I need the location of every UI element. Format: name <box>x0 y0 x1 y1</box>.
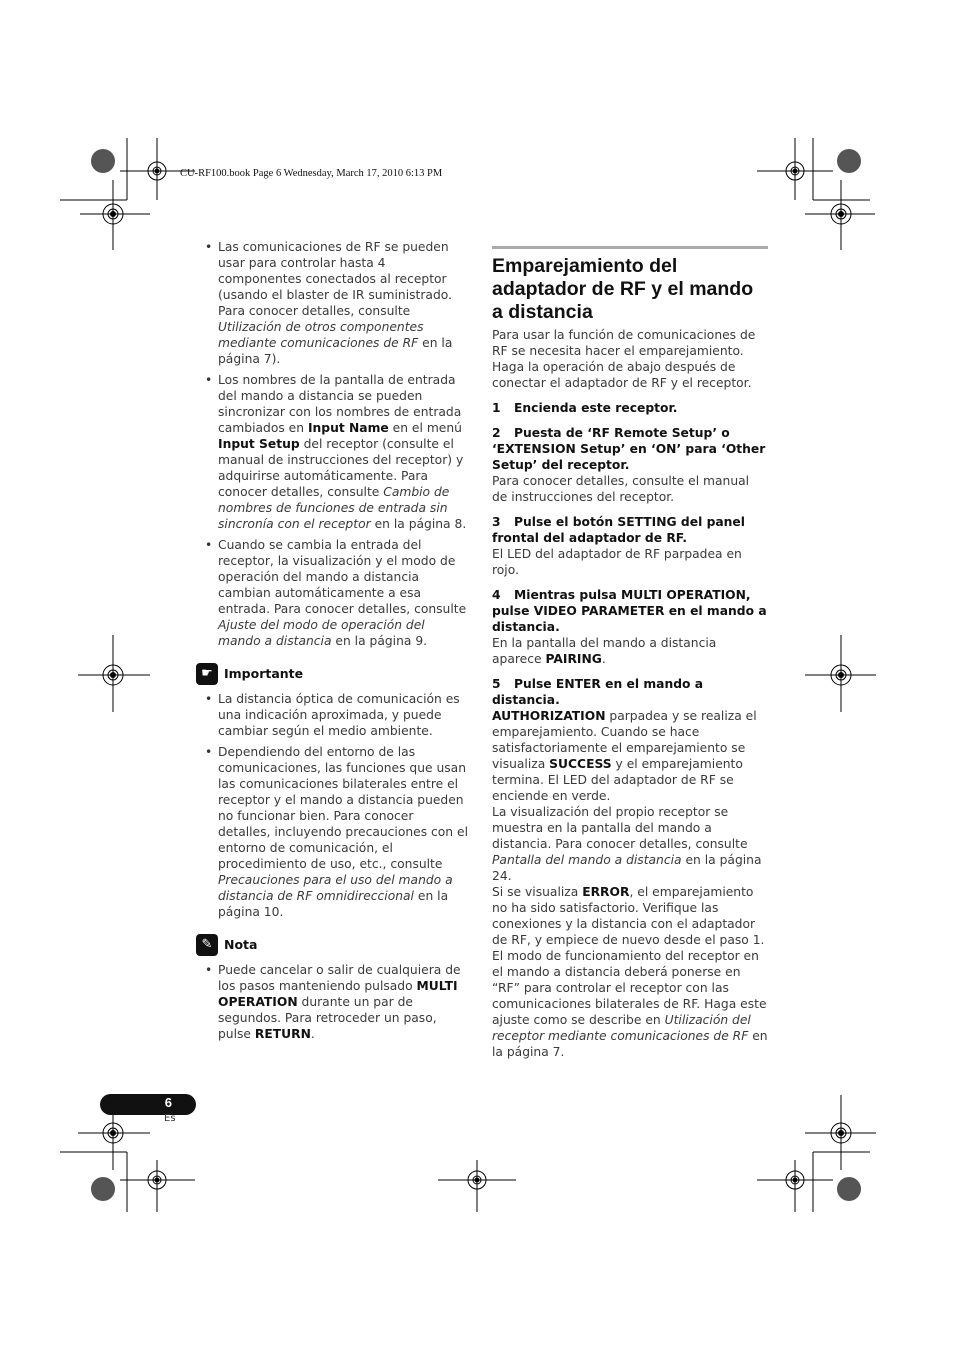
importante-list <box>205 691 469 920</box>
step-title: Pulse el botón SETTING del panel frontal del adaptador de RF. <box>492 515 745 545</box>
left-column <box>201 239 469 1047</box>
list-item <box>205 962 469 1042</box>
list-item <box>205 372 469 532</box>
reference-text: Cambio de nombres de funciones de entrada sin sincronía con el receptor <box>218 485 450 531</box>
step-title: Mientras pulsa MULTI OPERATION, pulse VIDEO PARAMETER en el mando a distancia. <box>492 588 767 634</box>
step-heading <box>492 425 768 473</box>
highlight-text: SUCCESS <box>549 757 612 771</box>
text-run: . <box>601 652 606 666</box>
highlight-text: Input Name <box>307 421 389 435</box>
steps-list <box>492 400 768 1060</box>
step-paragraph <box>492 948 768 1060</box>
list-item <box>205 744 469 920</box>
text-run: en el menú <box>388 421 462 435</box>
text-run: Los nombres de la pantalla de entrada del mando a distancia se pueden sincronizar con los nombres de entrada cambiados en <box>218 373 462 435</box>
text-run: Si se visualiza <box>492 885 583 899</box>
text-run: Para conocer detalles, consulte el manual de instrucciones del receptor. <box>492 474 750 504</box>
text-run: Las comunicaciones de RF se pueden usar para controlar hasta 4 componentes conectados al receptor (usando el blaster de IR suministrado. Para conocer detalles, consulte <box>218 240 452 318</box>
text-run: en la página 7). <box>218 336 453 366</box>
text-run: La visualización del propio receptor se muestra en la pantalla del mando a distancia. Para conocer detalles, consulte <box>492 805 748 851</box>
reference-text: Ajuste del modo de operación del mando a distancia <box>218 618 425 648</box>
step-paragraph <box>492 884 768 948</box>
language-code: Es <box>164 1113 176 1124</box>
text-run: en la página 10. <box>218 889 449 919</box>
step-heading <box>492 587 768 635</box>
text-run: El modo de funcionamiento del receptor en el mando a distancia deberá ponerse en “RF” para controlar el receptor con las comunicaciones bilaterales de RF. Haga este ajuste como se describe en <box>492 949 767 1027</box>
step-paragraph <box>492 635 768 667</box>
list-item <box>205 537 469 649</box>
reference-text: Pantalla del mando a distancia <box>492 853 682 867</box>
text-run: durante un par de segundos. Para retroceder un paso, pulse <box>218 995 437 1041</box>
list-item <box>205 239 469 367</box>
text-run: en la página 8. <box>370 517 467 531</box>
highlight-text: Input Setup <box>218 437 300 451</box>
text-run: en la página 24. <box>492 853 762 883</box>
text-run: , el emparejamiento no ha sido satisfactorio. Verifique las conexiones y la distancia con el adaptador de RF, y empiece de nuevo desde el paso 1. <box>492 885 765 947</box>
text-run: Puede cancelar o salir de cualquiera de los pasos manteniendo pulsado <box>218 963 461 993</box>
highlight-text: MULTI OPERATION <box>218 979 458 1009</box>
text-run: Dependiendo del entorno de las comunicaciones, las funciones que usan las comunicaciones bilaterales entre el receptor y el mando a distancia pueden no funcionar bien. Para conocer detalles, incluyendo precauciones con el entorno de comunicación, el procedimiento de uso, etc., consulte <box>218 745 468 871</box>
page-number: 6 <box>164 1095 172 1110</box>
highlight-text: AUTHORIZATION <box>492 709 606 723</box>
reference-text: Precauciones para el uso del mando a distancia de RF omnidireccional <box>218 873 453 903</box>
step-paragraph <box>492 546 768 578</box>
page-number-tab <box>100 1094 196 1115</box>
pointing-hand-icon: ☛ <box>196 663 218 685</box>
reference-text: Utilización del receptor mediante comunicaciones de RF <box>492 1013 751 1043</box>
step-number: 1 <box>492 401 501 415</box>
nota-title: Nota <box>224 937 258 952</box>
heading-rule <box>492 246 768 249</box>
text-run: en la página 9. <box>331 634 428 648</box>
right-column <box>492 246 768 1060</box>
step-title: Encienda este receptor. <box>514 401 678 415</box>
bullet-list <box>205 239 469 649</box>
importante-heading <box>196 663 469 685</box>
step-number: 4 <box>492 588 501 602</box>
text-run: parpadea y se realiza el emparejamiento. Cuando se hace satisfactoriamente el emparejamiento se visualiza <box>492 709 757 771</box>
step-paragraph <box>492 473 768 505</box>
highlight-text: RETURN <box>254 1027 311 1041</box>
step-number: 2 <box>492 426 501 440</box>
text-run: El LED del adaptador de RF parpadea en rojo. <box>492 547 742 577</box>
pencil-icon: ✎ <box>196 934 218 956</box>
step-number: 3 <box>492 515 501 529</box>
section-heading: Emparejamiento del adaptador de RF y el mando a distancia <box>492 255 754 323</box>
importante-title: Importante <box>224 666 304 681</box>
nota-list <box>205 962 469 1042</box>
nota-heading <box>196 934 469 956</box>
step-title: Puesta de ‘RF Remote Setup’ o ‘EXTENSION Setup’ en ‘ON’ para ‘Other Setup’ del receptor. <box>492 426 766 472</box>
text-run: Cuando se cambia la entrada del receptor, la visualización y el modo de operación del mando a distancia cambian automáticamente a esa entrada. Para conocer detalles, consulte <box>218 538 467 616</box>
step-title: Pulse ENTER en el mando a distancia. <box>492 677 704 707</box>
reference-text: Utilización de otros componentes mediante comunicaciones de RF <box>218 320 424 350</box>
step-heading <box>492 676 768 708</box>
text-run: En la pantalla del mando a distancia aparece <box>492 636 717 666</box>
highlight-text: PAIRING <box>545 652 602 666</box>
text-run: . <box>310 1027 315 1041</box>
text-run: y el emparejamiento termina. El LED del adaptador de RF se enciende en verde. <box>492 757 743 803</box>
text-run: La distancia óptica de comunicación es una indicación aproximada, y puede cambiar según el medio ambiente. <box>218 692 460 738</box>
list-item <box>205 691 469 739</box>
text-run: del receptor (consulte el manual de instrucciones del receptor) y adquirirse automáticamente. Para conocer detalles, consulte <box>218 437 464 499</box>
step-paragraph <box>492 804 768 884</box>
step-heading <box>492 400 768 416</box>
print-header: CU-RF100.book Page 6 Wednesday, March 17, 2010 6:13 PM <box>180 168 443 179</box>
step-heading <box>492 514 768 546</box>
step-paragraph <box>492 708 768 804</box>
intro-paragraph: Para usar la función de comunicaciones de RF se necesita hacer el emparejamiento. Haga la operación de abajo después de conectar el adaptador de RF y el receptor. <box>492 328 756 390</box>
text-run: en la página 7. <box>492 1029 768 1059</box>
highlight-text: ERROR <box>582 885 630 899</box>
step-number: 5 <box>492 677 501 691</box>
